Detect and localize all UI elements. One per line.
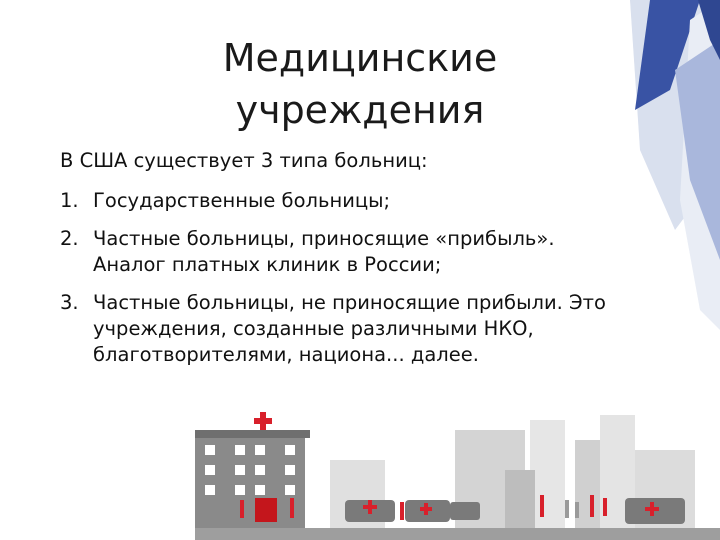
list-item <box>60 290 620 368</box>
title-line-2: учреждения <box>235 88 485 132</box>
intro-text: В США существует 3 типа больниц: <box>60 149 428 172</box>
list-item <box>60 226 620 278</box>
title-line-1: Медицинские <box>222 36 498 80</box>
ambulance-icon <box>345 500 395 522</box>
slide-body <box>60 148 620 380</box>
list-number: 3. <box>60 291 79 314</box>
list-number: 2. <box>60 227 79 250</box>
list-number: 1. <box>60 189 79 212</box>
hospital-city-illustration <box>195 410 720 540</box>
list-text: Частные больницы, не приносящие прибыли. Это учреждения, созданные различными НКО, благотворителями, национа... далее. <box>93 291 606 366</box>
slide-title <box>120 32 600 136</box>
hospital-types-list <box>60 188 620 368</box>
list-item <box>60 188 620 214</box>
list-text: Частные больницы, приносящие «прибыль». Аналог платных клиник в России; <box>93 227 555 276</box>
list-text: Государственные больницы; <box>93 189 391 212</box>
